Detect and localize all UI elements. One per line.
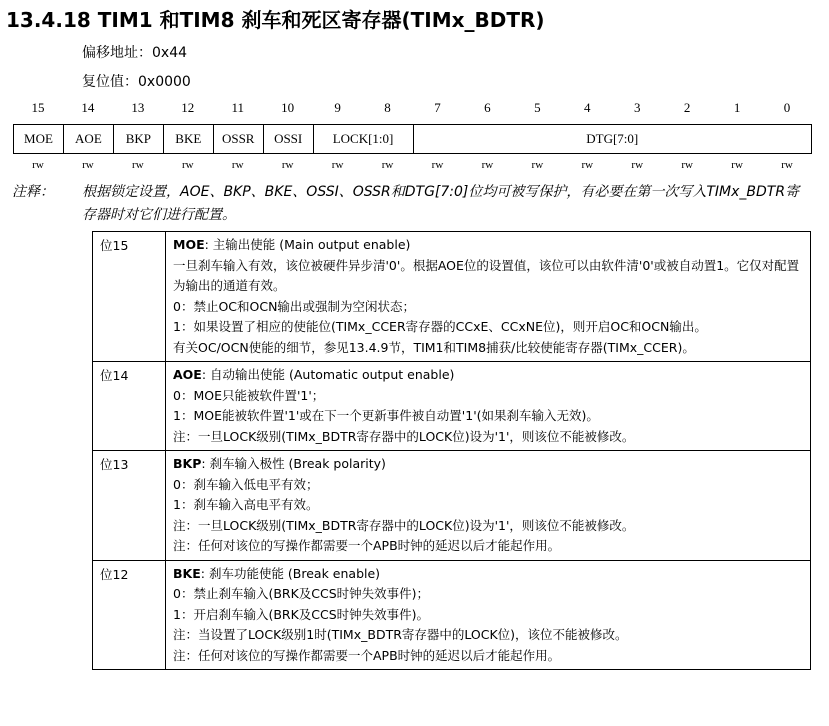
description-line: 0：MOE只能被软件置'1'； — [173, 387, 325, 403]
access-type: rw — [731, 159, 743, 171]
register-field-row — [13, 124, 812, 154]
field-name: MOE — [173, 237, 205, 252]
bit-position: 位14 — [93, 362, 166, 451]
register-field: OSSI — [263, 125, 313, 153]
bit-number: 15 — [31, 100, 45, 115]
field-heading — [173, 454, 803, 475]
bit-number: 6 — [484, 100, 491, 115]
access-type: rw — [381, 159, 394, 171]
bit-description-table — [92, 231, 811, 670]
field-summary: : 刹车输入极性 (Break polarity) — [201, 456, 386, 471]
table-row — [93, 451, 811, 561]
bit-number: 14 — [81, 100, 95, 115]
bit-number: 8 — [384, 100, 391, 115]
description-line: 一旦刹车输入有效，该位被硬件异步清'0'。根据AOE位的设置值，该位可以由软件清'0'或被自动置1。它仅对配置为输出的通道有效。 — [173, 257, 800, 293]
field-name: BKP — [173, 456, 202, 471]
access-type: rw — [281, 159, 294, 171]
bit-position: 位13 — [93, 451, 166, 561]
bit-number: 10 — [281, 100, 295, 115]
bit-number: 7 — [434, 100, 441, 115]
access-type: rw — [431, 159, 444, 171]
access-type: rw — [181, 159, 194, 171]
field-name: BKE — [173, 565, 201, 581]
description-line: 0：禁止OC和OCN输出或强制为空闲状态； — [173, 298, 415, 314]
access-type: rw — [481, 159, 494, 171]
description-line: 注：任何对该位的写操作都需要一个APB时钟的延迟以后才能起作用。 — [173, 538, 561, 553]
page-title: 13.4.18 TIM1 和TIM8 刹车和死区寄存器(TIMx_BDTR) — [6, 8, 545, 32]
description-line: 注：一旦LOCK级别(TIMx_BDTR寄存器中的LOCK位)设为'1'，则该位不能被修改。 — [173, 428, 635, 444]
access-type: rw — [82, 159, 94, 171]
description-line: 有关OC/OCN使能的细节，参见13.4.9节，TIM1和TIM8捕获/比较使能寄存器(TIMx_CCER)。 — [173, 339, 695, 355]
bit-number: 13 — [131, 100, 145, 115]
access-type: rw — [132, 159, 144, 171]
bit-position: 位12 — [93, 560, 166, 670]
reset-value: 复位值：0x0000 — [82, 74, 191, 90]
bit-number: 0 — [783, 100, 791, 115]
field-name: AOE — [173, 367, 202, 382]
description-line: 1：开启刹车输入(BRK及CCS时钟失效事件)。 — [173, 606, 430, 622]
bit-description — [166, 232, 811, 362]
register-field: OSSR — [213, 125, 263, 153]
register-field: AOE — [63, 125, 113, 153]
access-type: rw — [631, 159, 644, 171]
register-field: DTG[7:0] — [413, 125, 813, 153]
field-heading — [173, 235, 803, 256]
description-line: 注：一旦LOCK级别(TIMx_BDTR寄存器中的LOCK位)设为'1'，则该位不能被修改。 — [173, 517, 635, 533]
access-type: rw — [531, 159, 544, 171]
bit-description — [166, 560, 811, 670]
note-text: 根据锁定设置，AOE、BKP、BKE、OSSI、OSSR和DTG[7:0]位均可被写保护，有必要在第一次写入TIMx_BDTR寄存器时对它们进行配置。 — [82, 184, 800, 223]
field-heading — [173, 564, 803, 585]
bit-position: 位15 — [93, 232, 166, 362]
field-summary: : 刹车功能使能 (Break enable) — [200, 565, 381, 581]
register-field: BKP — [113, 125, 163, 153]
bit-number: 12 — [181, 100, 195, 115]
access-type: rw — [581, 159, 594, 171]
bit-number: 5 — [534, 100, 541, 115]
bit-number-row — [0, 100, 829, 118]
bit-description — [166, 362, 811, 451]
register-field: MOE — [13, 125, 63, 153]
bit-number: 1 — [733, 100, 741, 115]
table-row — [93, 560, 811, 670]
description-line: 0：禁止刹车输入(BRK及CCS时钟失效事件)； — [173, 586, 430, 601]
offset-address: 偏移地址：0x44 — [82, 45, 188, 61]
description-line: 1：刹车输入高电平有效。 — [173, 497, 319, 512]
description-line: 注：当设置了LOCK级别1时(TIMx_BDTR寄存器中的LOCK位)，该位不能被修改。 — [173, 627, 628, 642]
access-type: rw — [231, 159, 244, 171]
description-line: 0：刹车输入低电平有效； — [173, 476, 319, 492]
access-type: rw — [681, 159, 693, 171]
note-label: 注释： — [12, 184, 54, 200]
bit-description — [166, 451, 811, 561]
description-line: 1：MOE能被软件置'1'或在下一个更新事件被自动置'1'(如果刹车输入无效)。 — [173, 408, 599, 423]
field-heading — [173, 365, 803, 386]
description-line: 1：如果设置了相应的使能位(TIMx_CCER寄存器的CCxE、CCxNE位)，则开启OC和OCN输出。 — [173, 319, 707, 334]
access-type: rw — [331, 159, 344, 171]
access-row — [0, 159, 829, 175]
bit-number: 11 — [231, 100, 244, 115]
register-field: LOCK[1:0] — [313, 125, 413, 153]
bit-number: 2 — [683, 100, 691, 115]
table-row — [93, 232, 811, 362]
table-row — [93, 362, 811, 451]
access-type: rw — [32, 159, 44, 171]
bit-number: 4 — [584, 100, 591, 115]
bit-number: 9 — [334, 100, 341, 115]
access-type: rw — [781, 159, 793, 171]
field-summary: : 自动输出使能 (Automatic output enable) — [201, 367, 455, 382]
register-field: BKE — [163, 125, 213, 153]
field-summary: : 主输出使能 (Main output enable) — [204, 237, 411, 252]
bit-number: 3 — [633, 100, 641, 115]
description-line: 注：任何对该位的写操作都需要一个APB时钟的延迟以后才能起作用。 — [173, 647, 561, 663]
